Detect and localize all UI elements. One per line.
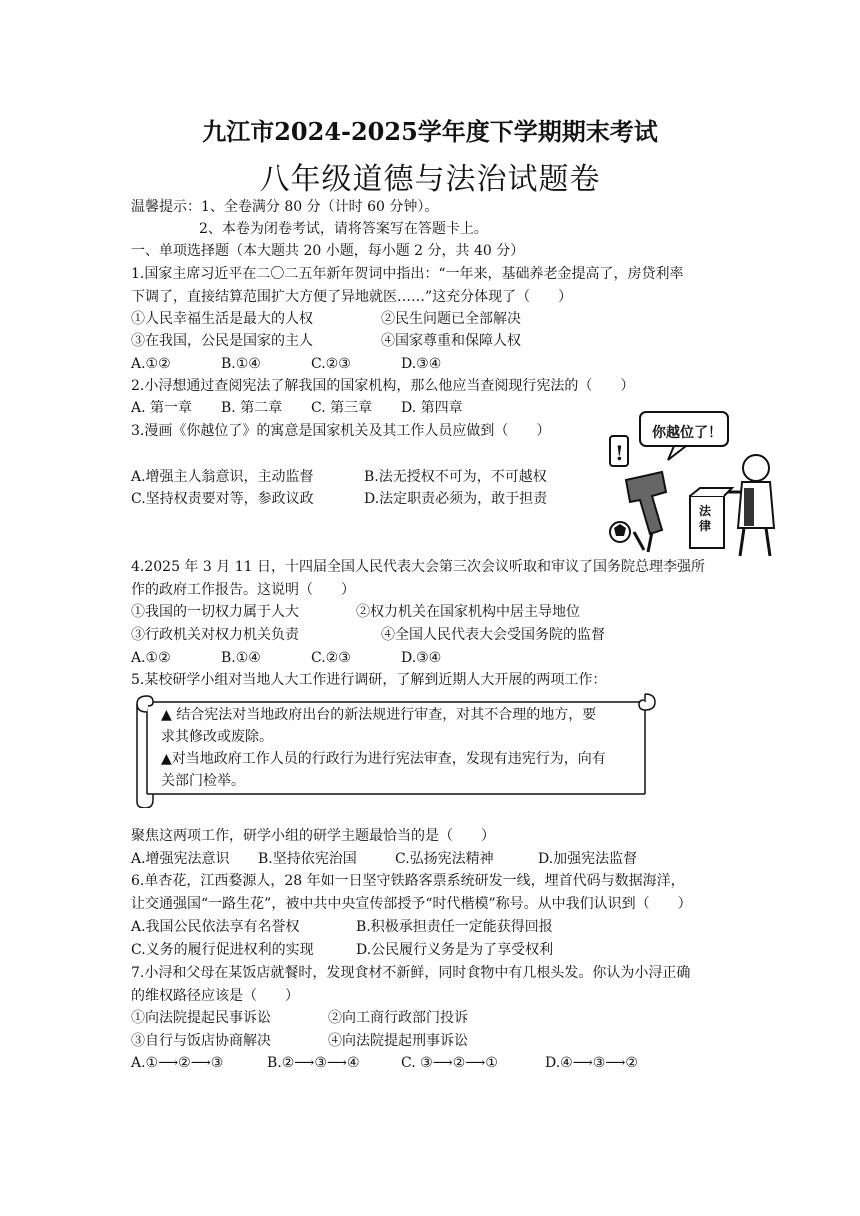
q7-stem-line-2: 的维权路径应该是（ ） [131,988,299,1004]
q1-stem-line-1: 1.国家主席习近平在二〇二五年新年贺词中指出：“一年来，基础养老金提高了，房贷利率 [131,266,684,282]
q3-option-b: B.法无授权不可为，不可越权 [364,469,547,485]
q4-statement-2: ②权力机关在国家机构中居主导地位 [356,604,580,620]
q1-option-a: A.①② [131,356,171,372]
q1-statement-3: ③在我国，公民是国家的主人 [131,333,313,349]
q4-option-d: D.③④ [401,650,442,666]
q1-option-c: C.②③ [311,356,351,372]
q4-option-a: A.①② [131,650,171,666]
q5-stem: 5.某校研学小组对当地人大工作进行调研，了解到近期人大开展的两项工作： [131,672,607,688]
q2-option-c: C. 第三章 [311,400,373,416]
cartoon-law-label: 法律 [699,504,712,533]
q2-option-b: B. 第二章 [221,400,283,416]
q7-option-b: B.②⟶③⟶④ [267,1055,360,1071]
q4-statement-4: ④全国人民代表大会受国务院的监督 [381,627,605,643]
q2-option-d: D. 第四章 [401,400,463,416]
q5-option-d: D.加强宪法监督 [538,851,638,867]
q7-statement-4: ④向法院提起刑事诉讼 [328,1033,468,1049]
q4-stem-line-1: 4.2025 年 3 月 11 日，十四届全国人民代表大会第三次会议听取和审议了国务院总理李强所 [131,559,705,575]
q3-option-a: A.增强主人翁意识，主动监督 [131,469,314,485]
q3-option-d: D.法定职责必须为，敢于担责 [364,491,548,507]
q6-option-d: D.公民履行义务是为了享受权利 [356,942,554,958]
q5-option-a: A.增强宪法意识 [131,851,230,867]
q5-scroll-panel [133,690,659,800]
offside-cartoon [604,408,779,558]
q6-stem-line-2: 让交通强国“一路生花”，被中共中央宣传部授予“时代楷模”称号。从中我们认识到（ ） [131,896,692,912]
q6-option-b: B.积极承担责任一定能获得回报 [356,919,553,935]
q3-stem: 3.漫画《你越位了》的寓意是国家机关及其工作人员应做到（ ） [131,423,551,439]
exam-title: 九江市2024-2025学年度下学期期末考试 [202,117,658,146]
q7-option-d: D.④⟶③⟶② [545,1055,638,1071]
svg-text:!: ! [615,441,624,465]
q1-statement-2: ②民生问题已全部解决 [381,311,521,327]
q7-statement-2: ②向工商行政部门投诉 [328,1010,468,1026]
q7-option-c: C. ③⟶②⟶① [401,1055,498,1071]
q4-statement-3: ③行政机关对权力机关负责 [131,627,299,643]
q4-statement-1: ①我国的一切权力属于人大 [131,604,299,620]
section-heading: 一、单项选择题（本大题共 20 小题，每小题 2 分，共 40 分） [131,243,525,259]
exam-subtitle: 八年级道德与法治试题卷 [259,162,601,197]
cartoon-caption: 你越位了！ [652,425,722,441]
q2-option-a: A. 第一章 [131,400,193,416]
q5-item-2-line-2: 关部门检举。 [161,773,245,789]
q7-statement-1: ①向法院提起民事诉讼 [131,1010,271,1026]
note-line-2: 2、本卷为闭卷考试，请将答案写在答题卡上。 [199,221,488,237]
q1-statement-1: ①人民幸福生活是最大的人权 [131,311,313,327]
q1-statement-4: ④国家尊重和保障人权 [381,333,521,349]
q5-stem-2: 聚焦这两项工作，研学小组的研学主题最恰当的是（ ） [131,828,495,844]
q3-option-c: C.坚持权责要对等，参政议政 [131,491,314,507]
q4-option-c: C.②③ [311,650,351,666]
q6-option-c: C.义务的履行促进权利的实现 [131,942,314,958]
q7-statement-3: ③自行与饭店协商解决 [131,1033,271,1049]
q4-stem-line-2: 作的政府工作报告。这说明（ ） [131,582,355,598]
q5-option-b: B.坚持依宪治国 [258,851,357,867]
q1-option-d: D.③④ [401,356,442,372]
q6-stem-line-1: 6.单杏花，江西婺源人，28 年如一日坚守铁路客票系统研发一线，埋首代码与数据海洋， [131,873,685,889]
q1-stem-line-2: 下调了，直接结算范围扩大方便了异地就医……”这充分体现了（ ） [131,289,573,305]
q6-option-a: A.我国公民依法享有名誉权 [131,919,300,935]
q1-option-b: B.①④ [221,356,261,372]
note-line-1: 温馨提示：1、全卷满分 80 分（计时 60 分钟）。 [131,199,439,215]
q4-option-b: B.①④ [221,650,261,666]
q5-item-1-line-2: 求其修改或废除。 [161,729,273,745]
q5-item-2-line-1: ▲对当地政府工作人员的行政行为进行宪法审查，发现有违宪行为，向有 [161,751,606,767]
q2-stem: 2.小浔想通过查阅宪法了解我国的国家机构，那么他应当查阅现行宪法的（ ） [131,378,635,394]
q5-option-c: C.弘扬宪法精神 [395,851,494,867]
q7-stem-line-1: 7.小浔和父母在某饭店就餐时，发现食材不新鲜，同时食物中有几根头发。你认为小浔正确 [131,965,691,981]
q5-item-1-line-1: ▲ 结合宪法对当地政府出台的新法规进行审查，对其不合理的地方，要 [161,707,597,723]
q7-option-a: A.①⟶②⟶③ [131,1055,224,1071]
